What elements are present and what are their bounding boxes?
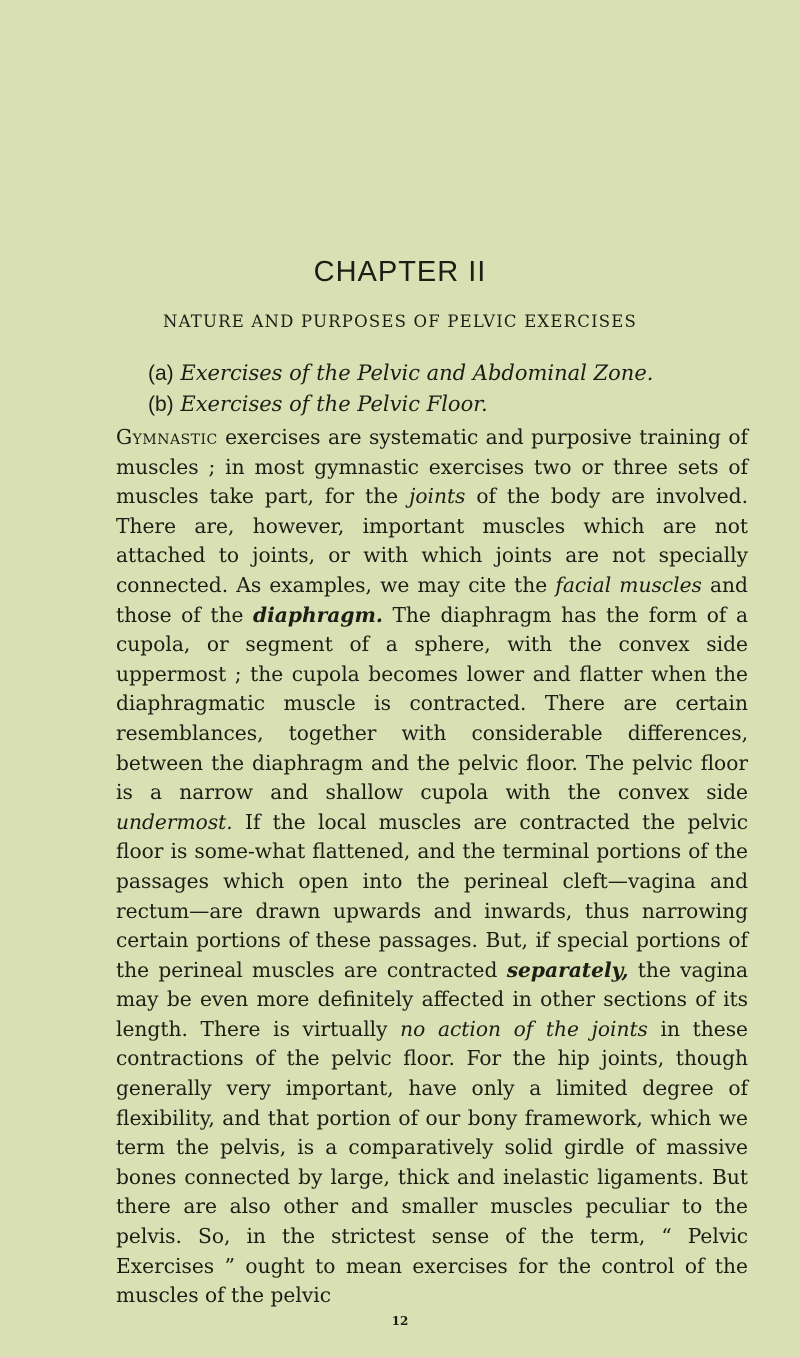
- text-run: If the local muscles are contracted the pelvic floor is some-what flattened, and the terminal portions of the passages which open into the perineal cleft—vagina and rectum—are drawn upwards and inwards, thus narrowing certain portions of these passages. But, if special portions of the perineal muscles are contracted: [116, 809, 748, 982]
- emphasis-joints: joints: [409, 484, 466, 509]
- text-run: of the body are involved. There are, however, important muscles which are not attached to joints, or with which joints are not specially connected. As examples, we may cite the: [116, 484, 748, 597]
- contents-marker: (a): [148, 362, 174, 385]
- contents-title: Exercises of the Pelvic and Abdominal Zone.: [180, 361, 654, 385]
- chapter-subtitle: NATURE AND PURPOSES OF PELVIC EXERCISES: [162, 312, 638, 331]
- text-run: exercises are systematic and purposive training of muscles ; in most gymnastic exercises two or three sets of muscles take part, for the: [116, 425, 748, 509]
- text-run: and those of the: [116, 572, 748, 627]
- lead-word: Gymnastic: [116, 425, 218, 449]
- emphasis-facial-muscles: facial muscles: [555, 572, 702, 597]
- emphasis-no-action: no action of the joints: [400, 1016, 648, 1041]
- chapter-contents: [148, 358, 748, 420]
- contents-item-a: [148, 358, 748, 389]
- emphasis-undermost: undermost.: [116, 809, 233, 834]
- text-run: the vagina may be even more definitely affected in other sections of its length. There is virtually: [116, 957, 748, 1041]
- contents-marker: (b): [148, 393, 174, 416]
- chapter-title: CHAPTER II: [313, 256, 487, 288]
- page-number: 12: [391, 1314, 409, 1328]
- text-run: The diaphragm has the form of a cupola, or segment of a sphere, with the convex side uppermost ; the cupola becomes lower and flatter when the diaphragmatic muscle is contracted. There are certain resemblances, together with considerable differences, between the diaphragm and the pelvic floor. The pelvic floor is a narrow and shallow cupola with the convex side: [116, 602, 748, 805]
- text-run: in these contractions of the pelvic floor. For the hip joints, though generally very important, have only a limited degree of flexibility, and that portion of our bony framework, which we term the pelvis, is a comparatively solid girdle of massive bones connected by large, thick and inelastic ligaments. But there are also other and smaller muscles peculiar to the pelvis. So, in the strictest sense of the term, “ Pelvic Exercises ” ought to mean exercises for the control of the muscles of the pelvic: [116, 1016, 748, 1308]
- contents-item-b: [148, 389, 748, 420]
- body-paragraph: [116, 423, 748, 1311]
- emphasis-separately: separately,: [506, 957, 629, 982]
- contents-title: Exercises of the Pelvic Floor.: [180, 392, 488, 416]
- emphasis-diaphragm: diaphragm.: [253, 602, 383, 627]
